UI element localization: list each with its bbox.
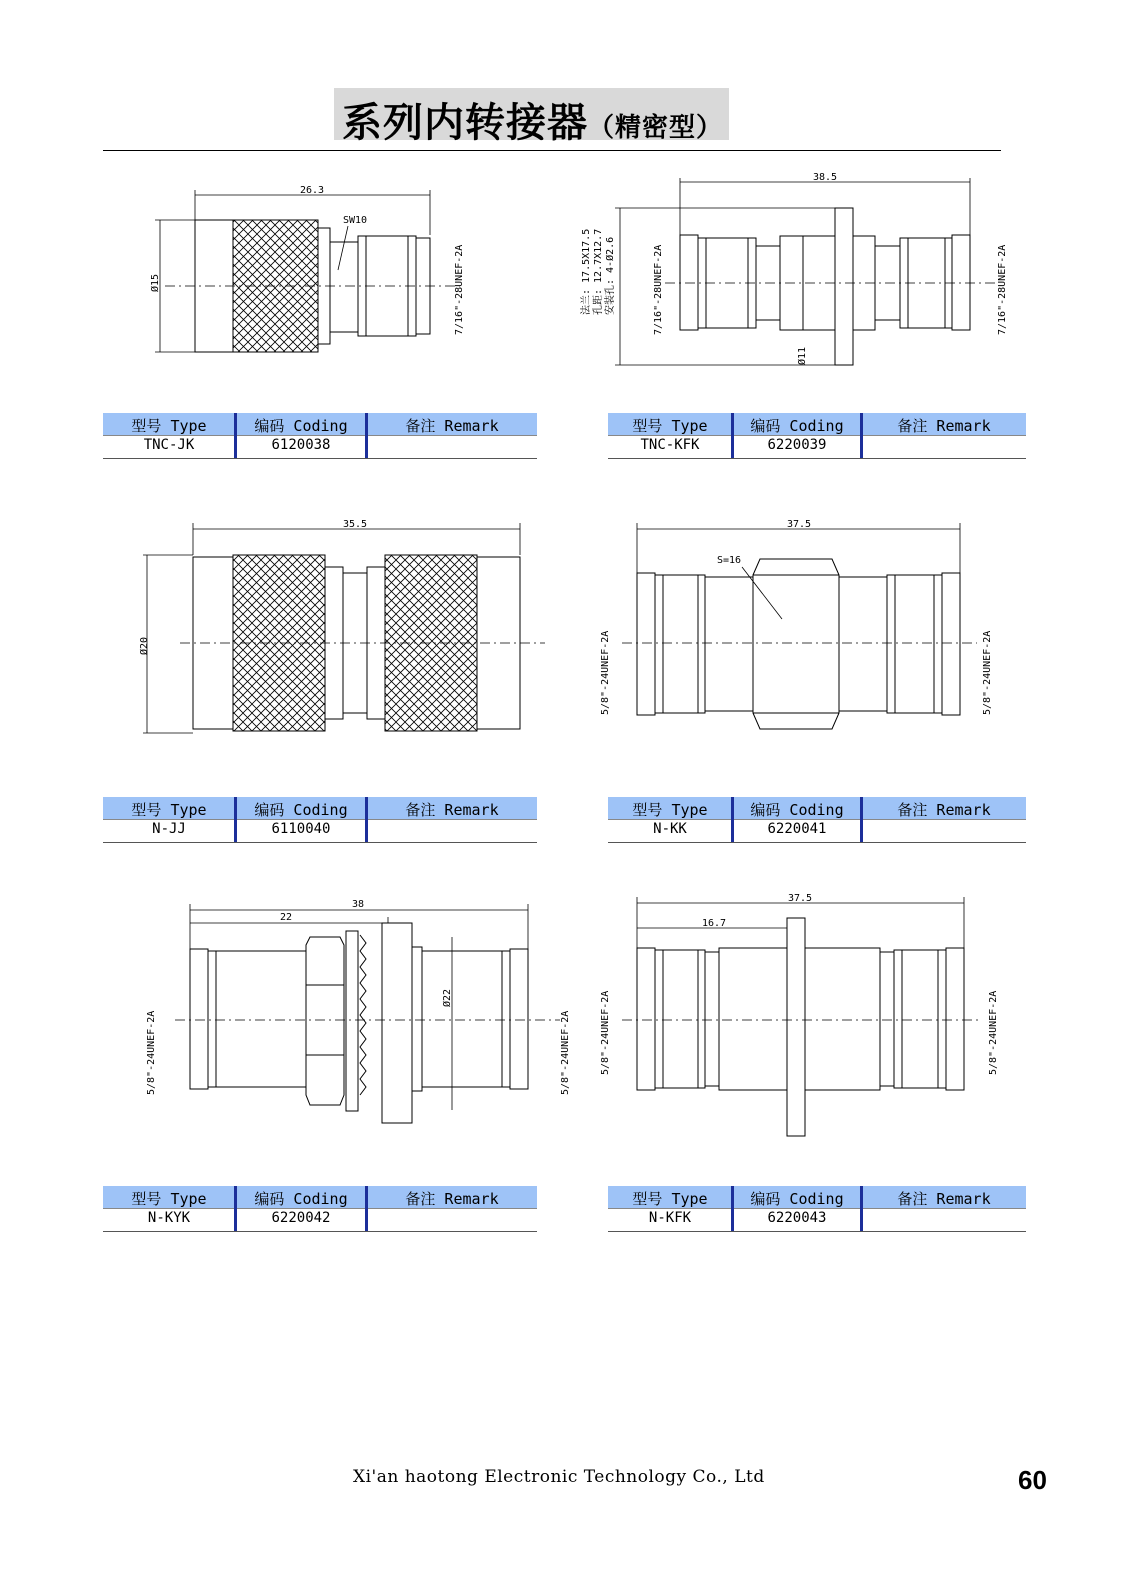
drawing-n-kk: [592, 515, 1012, 740]
header-coding: 编码 Coding: [750, 417, 844, 435]
dim-flange-b: 孔距: 12.7X12.7: [593, 228, 604, 315]
row-divider: [103, 1208, 537, 1209]
drawing-n-kyk: [140, 895, 580, 1145]
header-coding: 编码 Coding: [254, 1190, 348, 1208]
drawing-tnc-kfk: [575, 170, 1015, 370]
header-remark: 备注 Remark: [405, 1190, 499, 1208]
table-bottom-rule: [608, 1231, 1026, 1232]
dim-length: 37.5: [787, 519, 812, 530]
row-divider: [103, 819, 537, 820]
header-type: 型号 Type: [632, 801, 708, 819]
value-coding: 6220039: [767, 437, 827, 453]
dim-flange-a: 法兰: 17.5X17.5: [581, 228, 592, 315]
header-remark: 备注 Remark: [405, 417, 499, 435]
dim-thread-right: 5/8"-24UNEF-2A: [560, 1010, 571, 1095]
value-type: N-KFK: [648, 1210, 692, 1226]
dim-thread-right: 7/16"-28UNEF-2A: [997, 244, 1008, 335]
spec-table-n-kyk: [103, 1186, 537, 1232]
column-separator: [731, 797, 734, 843]
dim-thread-left: 7/16"-28UNEF-2A: [653, 244, 664, 335]
page-title-sub: （精密型）: [588, 113, 724, 143]
page-title: [342, 91, 723, 148]
column-separator: [860, 1186, 863, 1232]
table-bottom-rule: [608, 458, 1026, 459]
dim-partial: 22: [280, 912, 293, 923]
dim-diameter: Ø22: [442, 988, 453, 1007]
header-remark: 备注 Remark: [897, 1190, 991, 1208]
column-separator: [860, 413, 863, 459]
dim-length: 26.3: [300, 185, 325, 196]
header-remark: 备注 Remark: [405, 801, 499, 819]
dim-diameter: Ø11: [797, 346, 808, 365]
dim-thread: 7/16"-28UNEF-2A: [454, 244, 465, 335]
column-separator: [365, 1186, 368, 1232]
value-type: N-KYK: [147, 1210, 191, 1226]
dim-thread-left: 5/8"-24UNEF-2A: [146, 1010, 157, 1095]
dim-partial: 16.7: [702, 918, 727, 929]
column-separator: [365, 797, 368, 843]
spec-table-n-kfk: [608, 1186, 1026, 1232]
drawing-n-kfk: [592, 890, 1012, 1140]
dim-thread-right: 5/8"-24UNEF-2A: [988, 990, 999, 1075]
dim-thread-left: 5/8"-24UNEF-2A: [600, 630, 611, 715]
header-type: 型号 Type: [632, 417, 708, 435]
dim-diameter: Ø20: [139, 636, 150, 655]
page-title-main: 系列内转接器: [342, 100, 588, 146]
page-title-box: [334, 88, 729, 146]
drawing-tnc-jk: [140, 180, 480, 360]
spec-table-n-kk: [608, 797, 1026, 843]
header-coding: 编码 Coding: [750, 801, 844, 819]
value-type: N-KK: [653, 821, 687, 837]
spec-table-tnc-kfk: [608, 413, 1026, 459]
header-type: 型号 Type: [131, 801, 207, 819]
header-coding: 编码 Coding: [750, 1190, 844, 1208]
dim-length: 35.5: [343, 519, 368, 530]
value-coding: 6110040: [271, 821, 331, 837]
dim-wrench: SW10: [343, 215, 368, 226]
column-separator: [731, 413, 734, 459]
table-bottom-rule: [103, 1231, 537, 1232]
dim-diameter: Ø15: [150, 273, 161, 292]
column-separator: [731, 1186, 734, 1232]
company-footer: Xi'an haotong Electronic Technology Co., Ltd: [353, 1467, 765, 1487]
table-bottom-rule: [103, 458, 537, 459]
row-divider: [103, 435, 537, 436]
dim-thread-left: 5/8"-24UNEF-2A: [600, 990, 611, 1075]
header-remark: 备注 Remark: [897, 417, 991, 435]
spec-table-tnc-jk: [103, 413, 537, 459]
value-type: TNC-JK: [143, 437, 195, 453]
column-separator: [365, 413, 368, 459]
header-type: 型号 Type: [131, 417, 207, 435]
dim-length: 38.5: [813, 172, 838, 183]
value-coding: 6120038: [271, 437, 331, 453]
dim-length: 37.5: [788, 893, 813, 904]
header-remark: 备注 Remark: [897, 801, 991, 819]
value-coding: 6220041: [767, 821, 827, 837]
column-separator: [860, 797, 863, 843]
table-bottom-rule: [608, 842, 1026, 843]
header-type: 型号 Type: [131, 1190, 207, 1208]
value-coding: 6220042: [271, 1210, 331, 1226]
row-divider: [608, 435, 1026, 436]
column-separator: [234, 797, 237, 843]
dim-thread-right: 5/8"-24UNEF-2A: [982, 630, 993, 715]
header-type: 型号 Type: [632, 1190, 708, 1208]
row-divider: [608, 819, 1026, 820]
dim-length: 38: [352, 899, 365, 910]
dim-wrench: S=16: [717, 555, 742, 566]
header-coding: 编码 Coding: [254, 417, 348, 435]
value-type: N-JJ: [152, 821, 186, 837]
header-coding: 编码 Coding: [254, 801, 348, 819]
column-separator: [234, 1186, 237, 1232]
drawing-n-jj: [135, 515, 555, 740]
page-number: 60: [1018, 1465, 1047, 1495]
spec-table-n-jj: [103, 797, 537, 843]
title-divider: [103, 150, 1001, 151]
dim-flange-c: 安装孔: 4-Ø2.6: [605, 236, 616, 315]
row-divider: [608, 1208, 1026, 1209]
table-bottom-rule: [103, 842, 537, 843]
column-separator: [234, 413, 237, 459]
value-coding: 6220043: [767, 1210, 827, 1226]
value-type: TNC-KFK: [640, 437, 700, 453]
